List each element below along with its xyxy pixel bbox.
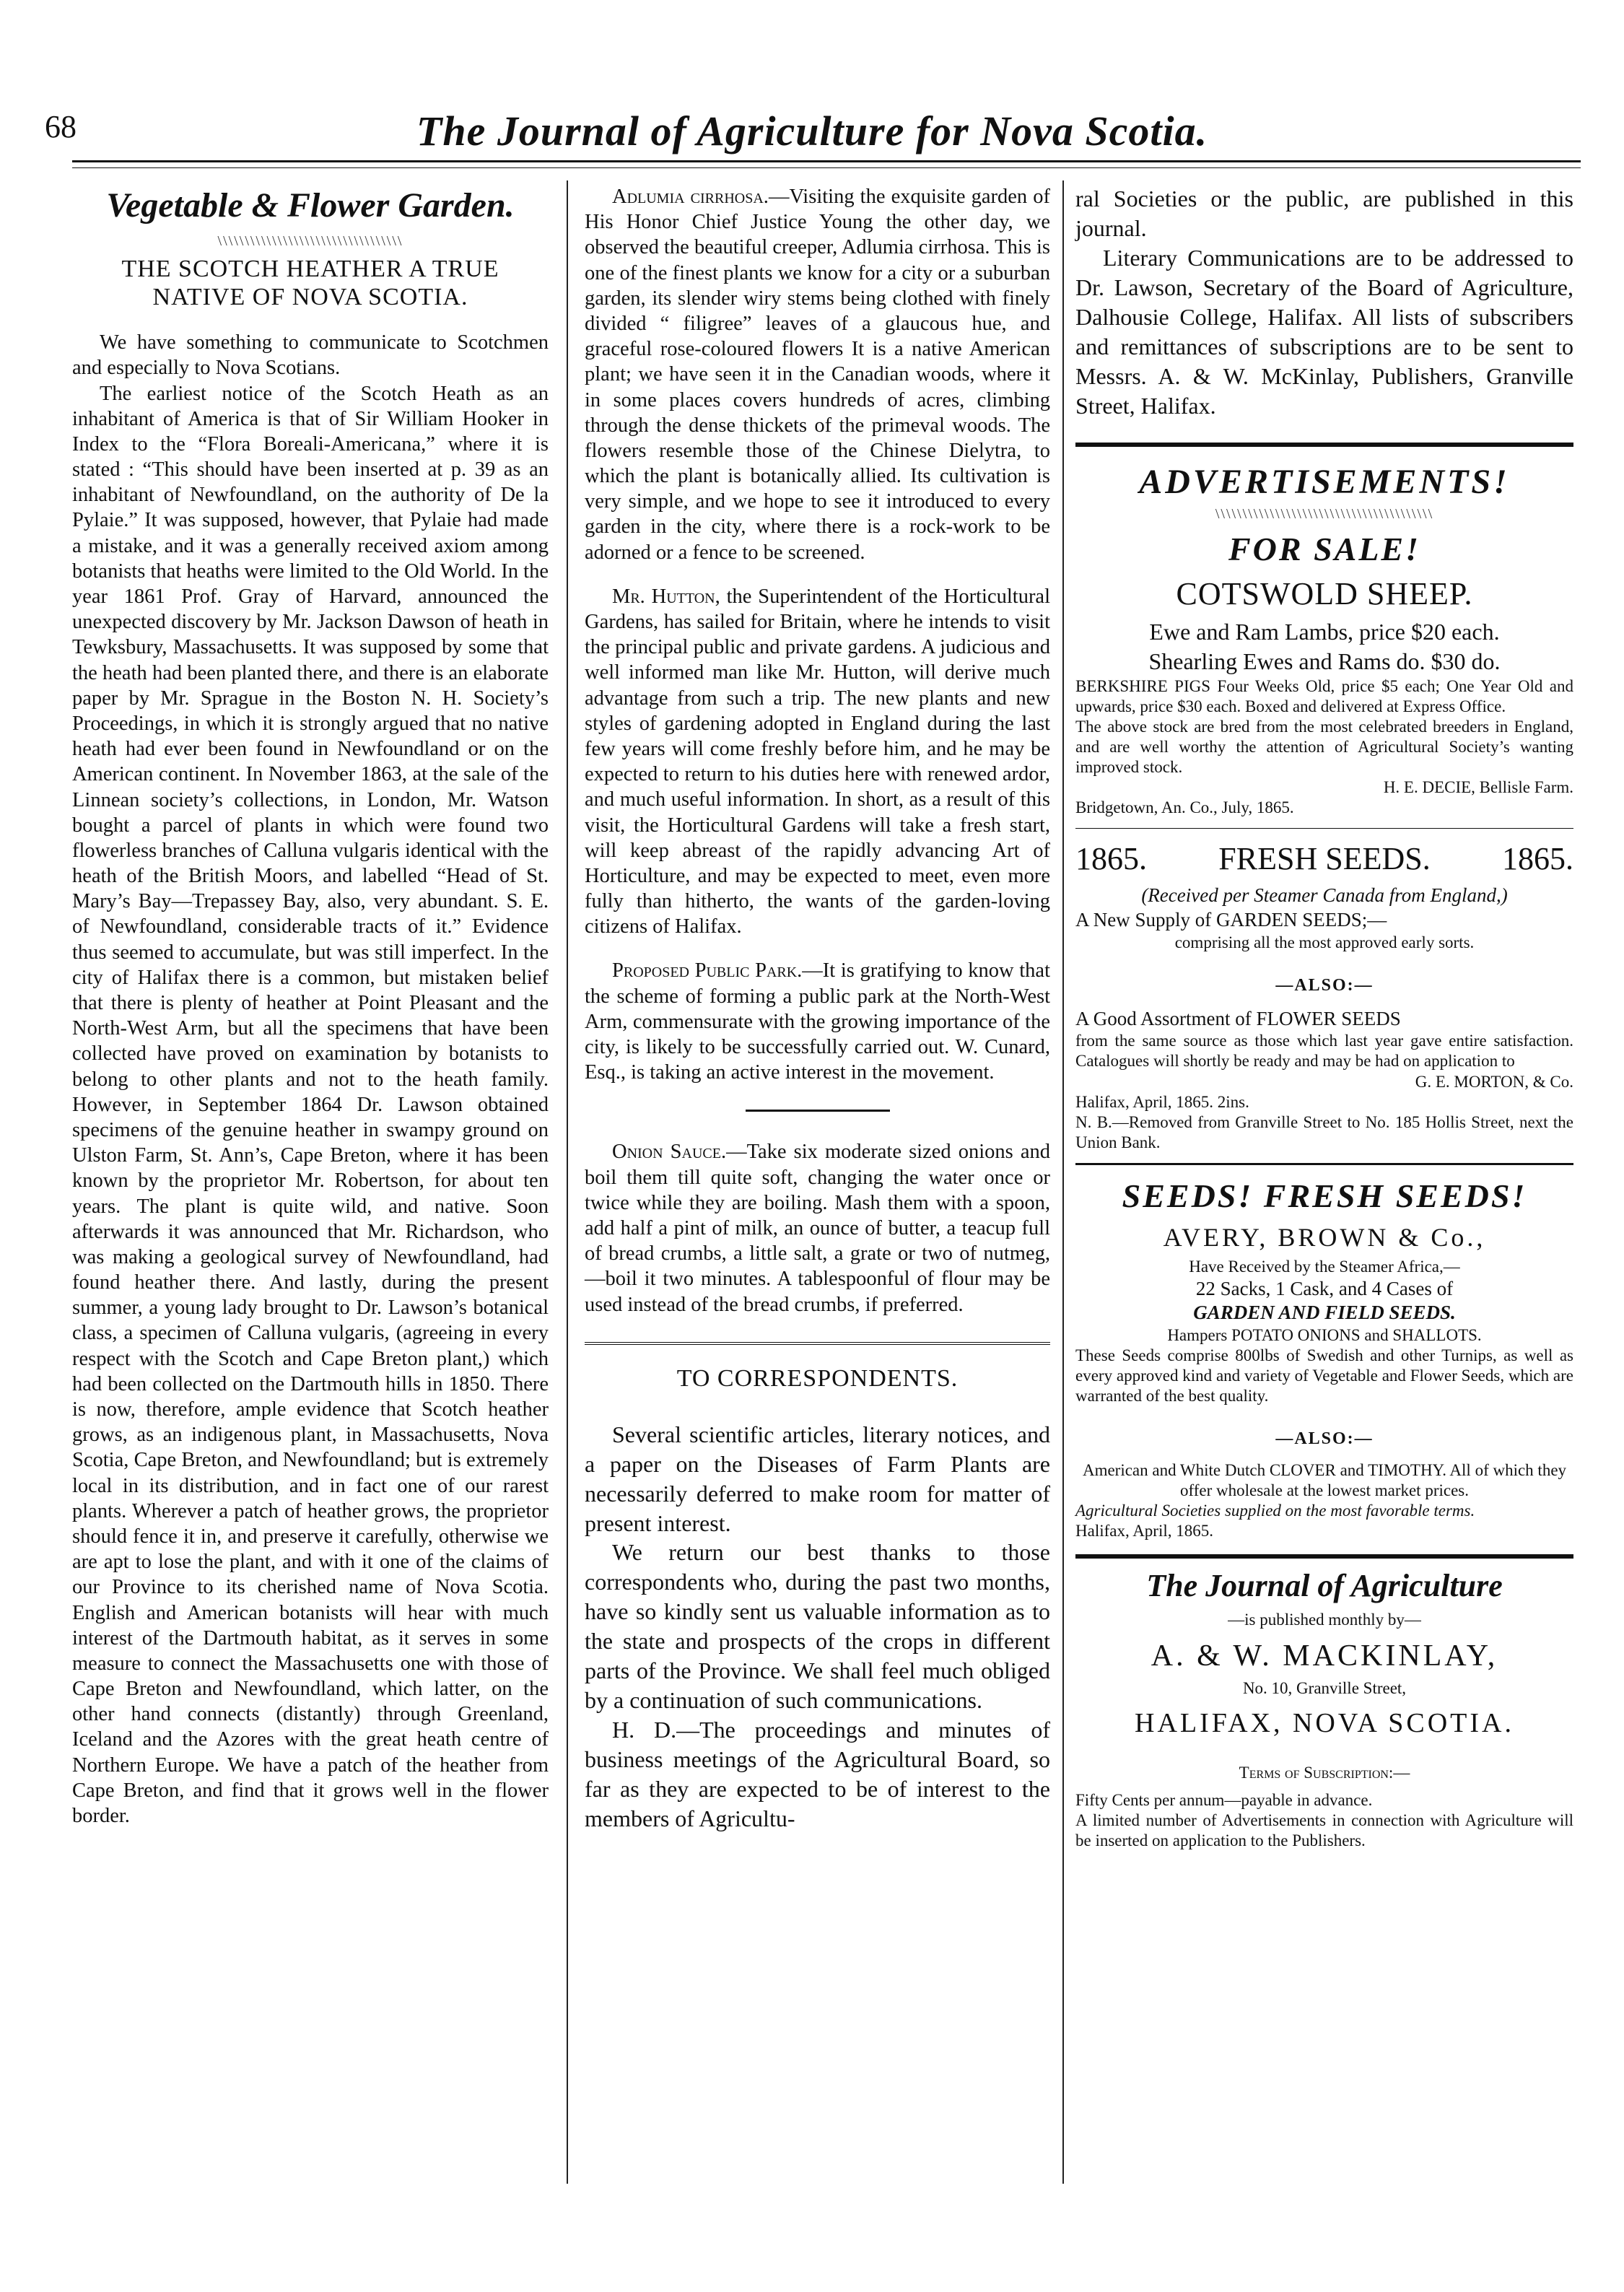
for-sale-heading: FOR SALE! — [1228, 530, 1421, 567]
correspondents-paragraph-1: Several scientific articles, literary notices, and a paper on the Diseases of Farm Plants are necessarily deferred to make room for matter of present interest. — [585, 1421, 1050, 1536]
terms-heading: Terms of Subscription:— — [1239, 1764, 1410, 1782]
also-label-1: —ALSO:— — [1275, 975, 1374, 995]
continued-text: ral Societies or the public, are published in this journal. — [1075, 186, 1573, 241]
comprise-text: These Seeds comprise 800lbs of Swedish and other Turnips, as well as every approved kind and variety of Vegetable and Flower Seeds, which are warranted of the best quality. — [1075, 1346, 1573, 1406]
park-text: —It is gratifying to know that the scheme of forming a public park at the North-West Arm, commensurate with the growing importance of the city, is likely to be successfully carried out. W. Cunard, Esq., is taking an active interest in the movement. — [585, 959, 1050, 1084]
masthead-rule — [72, 160, 1581, 162]
literary-communications: Literary Communications are to be addressed to Dr. Lawson, Secretary of the Board of Agriculture, Dalhousie College, Halifax. All lists of subscribers and remittances of subscriptions are to be sent to Messrs. A. & W. McKinlay, Publishers, Granville Street, Halifax. — [1075, 244, 1573, 419]
new-supply-line: A New Supply of GARDEN SEEDS;— — [1075, 909, 1387, 931]
societies-text: Agricultural Societies supplied on the most favorable terms. — [1075, 1502, 1475, 1520]
hutton-text: the Superintendent of the Horticultural Gardens, has sailed for Britain, where he intends to visit the principal public and private gardens. A judicious and well informed man like Mr. Hutton, will derive much advantage from such a trip. The new plants and new styles of gardening adopted in England during the last few years will come freshly before him, and he may be expected to return to his duties here with renewed ardor, and much useful information. In short, as a result of this visit, the Horticultural Gardens will take a fresh start, will keep abreast of the rapidly advancing Art of Horticulture, and may be expected to meet, even more fully than hitherto, the wants of the garden-loving citizens of Halifax. — [585, 585, 1051, 938]
published-line: —is published monthly by— — [1228, 1610, 1421, 1629]
heather-paragraph-1: We have something to communicate to Scotchmen and especially to Nova Scotians. — [72, 331, 549, 380]
seeds-title: FRESH SEEDS. — [1218, 841, 1431, 877]
column-divider-1 — [567, 180, 568, 2184]
column-3 — [1075, 184, 1573, 1851]
ornament-rule-ads: \\\\\\\\\\\\\\\\\\\\\\\\\\\\\\\\\\\\\\\\ — [1215, 506, 1434, 523]
column-divider-2 — [1062, 180, 1064, 2184]
section-divider-double — [585, 1342, 1050, 1345]
have-received: Have Received by the Steamer Africa,— — [1189, 1257, 1460, 1276]
article-title-line-1: THE SCOTCH HEATHER A TRUE — [121, 255, 499, 282]
ad-rule-2 — [1075, 1163, 1573, 1165]
ad-rule-1 — [1075, 828, 1573, 829]
decie-signature: H. E. DECIE, Bellisle Farm. — [1383, 777, 1573, 796]
fresh-seeds-heading — [1075, 839, 1573, 879]
heather-paragraph-2: The earliest notice of the Scotch Heath as an inhabitant of America is that of Sir William Hooker in Index to the “Flora Boreali-Americana,” where it is stated : “This should have been inserted at p. 39 as an inhabitant of Newfoundland, on the authority of De la Pylaie.” It was supposed, however, that Pylaie had made a mistake, and it was a generally received axiom among botanists that heaths were limited to the Old World. In the year 1861 Prof. Gray of Harvard, announced the unexpected discovery by Mr. Jackson Dawson of heath in Tewksbury, Massachusetts. It was supposed by some that the heath had been planted there, and there is an elaborate paper by Mr. Sprague in the Boston N. H. Society’s Proceedings, in which it is strongly argued that no native heath had ever been found in Newfoundland or on the American continent. In November 1863, at the sale of the Linnean society’s collections, in London, Mr. Watson bought a parcel of plants in which were found two flowerless branches of Calluna vulgaris identical with the heath of the British Moors, and labelled “Head of St. Mary’s Bay—Trepassey Bay, also, very abundant. S. E. of Newfoundland, considerable tracts of it.” Evidence thus seemed to accumulate, but was still imperfect. In the city of Halifax there is a common, but mistaken belief that there is plenty of heather at Point Pleasant and the North-West Arm, but all the specimens that have been collected have proved on examination by botanists to belong to other plants and not to the heath family. However, in September 1864 Dr. Lawson obtained specimens of the genuine heather in swampy ground on Ulston Farm, St. Ann’s, Cape Breton, where it has been known by the proprietor Mr. Robertson, for about ten years. The plant is quite wild, and native. Soon afterwards it was announced that Mr. Richardson, who was making a geological survey of Newfoundland, had found heather there. And lastly, during the present summer, a young lady brought to Dr. Lawson’s botanical class, a specimen of Calluna vulgaris, (agreeing in every respect with the Scotch and Cape Breton plant,) which had been collected on the Dartmouth hills in 1850. There is now, therefore, ample evidence that Scotch heather grows, as an indigenous plant, in Massachusetts, Nova Scotia, Cape Breton, and Newfoundland; but is extremely local in its distribution, and in fact one of our rarest plants. Wherever a patch of heather grows, the proprietor should fence it in, and preserve it carefully, otherwise we are apt to lose the plant, and with it one of the claims of our Province to its cherished name of Nova Scotia. English and American botanists will hear with much interest of the Dartmouth habitat, as it serves in some measure to connect the Massachusetts one with those of Cape Breton and Newfoundland, which latter, on the other hand connects (distantly) through Greenland, Iceland and the Azores with the great heath centre of Northern Europe. We have a patch of the heather from Cape Breton, and find that it grows well in the flower border. — [72, 382, 549, 1828]
park-heading: Proposed Public Park. — [612, 959, 803, 982]
park-paragraph — [585, 958, 1050, 1085]
limited-ads: A limited number of Advertisements in connection with Agriculture will be inserted on application to the Publishers. — [1075, 1811, 1573, 1850]
adlumia-text: —Visiting the exquisite garden of His Honor Chief Justice Young the other day, we observed the beautiful creeper, Adlumia cirrhosa. This is one of the finest plants we know for a city or a suburban garden, its slender wiry stems being clothed with finely divided “ filigree” leaves of a glaucous hue, and graceful rose-coloured flowers It is a native American plant; we have seen it in the Canadian woods, where it in some places covers hundreds of acres, climbing through the dense thickets of the primeval woods. The flowers resemble those of the Chinese Dielytra, to which the plant is botanically allied. Its cultivation is very simple, and we hope to see it introduced to every garden in the city, where there is a rock-work to be adorned or a fence to be screened. — [585, 186, 1050, 564]
publisher-name: A. & W. MACKINLAY, — [1151, 1639, 1498, 1673]
correspondents-paragraph-3: H. D.—The proceedings and minutes of business meetings of the Agricultural Board, so far as they are expected to be of interest to the members of Agricultu- — [585, 1717, 1050, 1832]
received-line: (Received per Steamer Canada from England,) — [1141, 884, 1508, 907]
onion-paragraph — [585, 1139, 1050, 1317]
column-1 — [72, 184, 549, 1829]
flower-seeds-line: A Good Assortment of FLOWER SEEDS — [1075, 1007, 1401, 1029]
also-label-2: —ALSO:— — [1275, 1429, 1374, 1449]
correspondents-title: TO CORRESPONDENTS. — [676, 1364, 959, 1392]
journal-title: The Journal of Agriculture — [1146, 1568, 1503, 1604]
article-title — [72, 255, 549, 311]
section-divider — [746, 1110, 890, 1112]
seeds-heading-2: SEEDS! FRESH SEEDS! — [1122, 1177, 1527, 1214]
shearling-line: Shearling Ewes and Rams do. $30 do. — [1148, 648, 1501, 674]
morton-signature: G. E. MORTON, & Co. — [1415, 1072, 1573, 1091]
advertisements-heading: ADVERTISEMENTS! — [1139, 462, 1510, 501]
section-title: Vegetable & Flower Garden. — [106, 186, 515, 225]
bridgetown-date: Bridgetown, An. Co., July, 1865. — [1075, 798, 1294, 817]
hampers-line: Hampers POTATO ONIONS and SHALLOTS. — [1167, 1326, 1482, 1345]
stock-text: The above stock are bred from the most celebrated breeders in England, and are well worthy the attention of Agricultural Society’s wanting improved stock. — [1075, 717, 1573, 776]
adlumia-heading: Adlumia cirrhosa. — [612, 186, 769, 208]
ad-rule-3 — [1075, 1554, 1573, 1559]
hutton-heading: Mr. Hutton, — [612, 585, 720, 608]
ewe-line: Ewe and Ram Lambs, price $20 each. — [1149, 618, 1500, 645]
publisher-address: No. 10, Granville Street, — [1242, 1679, 1407, 1698]
correspondents-paragraph-2: We return our best thanks to those correspondents who, during the past two months, have so kindly sent us valuable information as to the state and prospects of the crops in different parts of the Province. We shall feel much obliged by a continuation of such communications. — [585, 1539, 1050, 1714]
cotswold-heading: COTSWOLD SHEEP. — [1176, 575, 1473, 611]
publisher-city: HALIFAX, NOVA SCOTIA. — [1135, 1708, 1514, 1739]
sacks-line: 22 Sacks, 1 Cask, and 4 Cases of — [1195, 1277, 1454, 1299]
adlumia-paragraph — [585, 184, 1050, 565]
seeds-year-left: 1865. — [1075, 841, 1147, 877]
onion-heading: Onion Sauce. — [612, 1141, 727, 1164]
halifax-date-1: Halifax, April, 1865. 2ins. — [1075, 1092, 1249, 1111]
masthead: The Journal of Agriculture for Nova Scotia. — [416, 108, 1208, 154]
masthead-rule-thin — [72, 167, 1581, 168]
comprising-line: comprising all the most approved early sorts. — [1174, 933, 1475, 951]
page-number: 68 — [45, 109, 77, 144]
column-2 — [585, 184, 1050, 1834]
berkshire-text: BERKSHIRE PIGS Four Weeks Old, price $5 each; One Year Old and upwards, price $30 each. Boxed and delivered at Express Office. — [1075, 676, 1573, 715]
ornament-rule: \\\\\\\\\\\\\\\\\\\\\\\\\\\\\\\\\\ — [217, 233, 403, 250]
removed-notice: N. B.—Removed from Granville Street to No. 185 Hollis Street, next the Union Bank. — [1075, 1112, 1573, 1151]
article-title-line-2: NATIVE OF NOVA SCOTIA. — [152, 284, 468, 311]
seeds-year-right: 1865. — [1501, 841, 1573, 877]
onion-text: —Take six moderate sized onions and boil them till quite soft, changing the water once or twice while they are boiling. Mash them with a spoon, add half a pint of milk, an ounce of butter, a teacup full of bread crumbs, a little salt, a grate or two of nutmeg,—boil it two minutes. A tablespoonful of flour may be used instead of the bread crumbs, if preferred. — [585, 1141, 1050, 1316]
halifax-date-2: Halifax, April, 1865. — [1075, 1522, 1213, 1541]
garden-field-seeds: GARDEN AND FIELD SEEDS. — [1193, 1302, 1456, 1324]
flower-seeds-text: from the same source as those which last year gave entire satisfaction. Catalogues will shortly be ready and may be had on application to — [1075, 1032, 1573, 1071]
avery-brown: AVERY, BROWN & Co., — [1163, 1222, 1486, 1252]
ads-rule — [1075, 443, 1573, 447]
hutton-paragraph — [585, 584, 1050, 940]
fifty-cents: Fifty Cents per annum—payable in advance. — [1075, 1791, 1373, 1810]
clover-text: American and White Dutch CLOVER and TIMOTHY. All of which they offer wholesale at the lowest market prices. — [1082, 1461, 1567, 1500]
